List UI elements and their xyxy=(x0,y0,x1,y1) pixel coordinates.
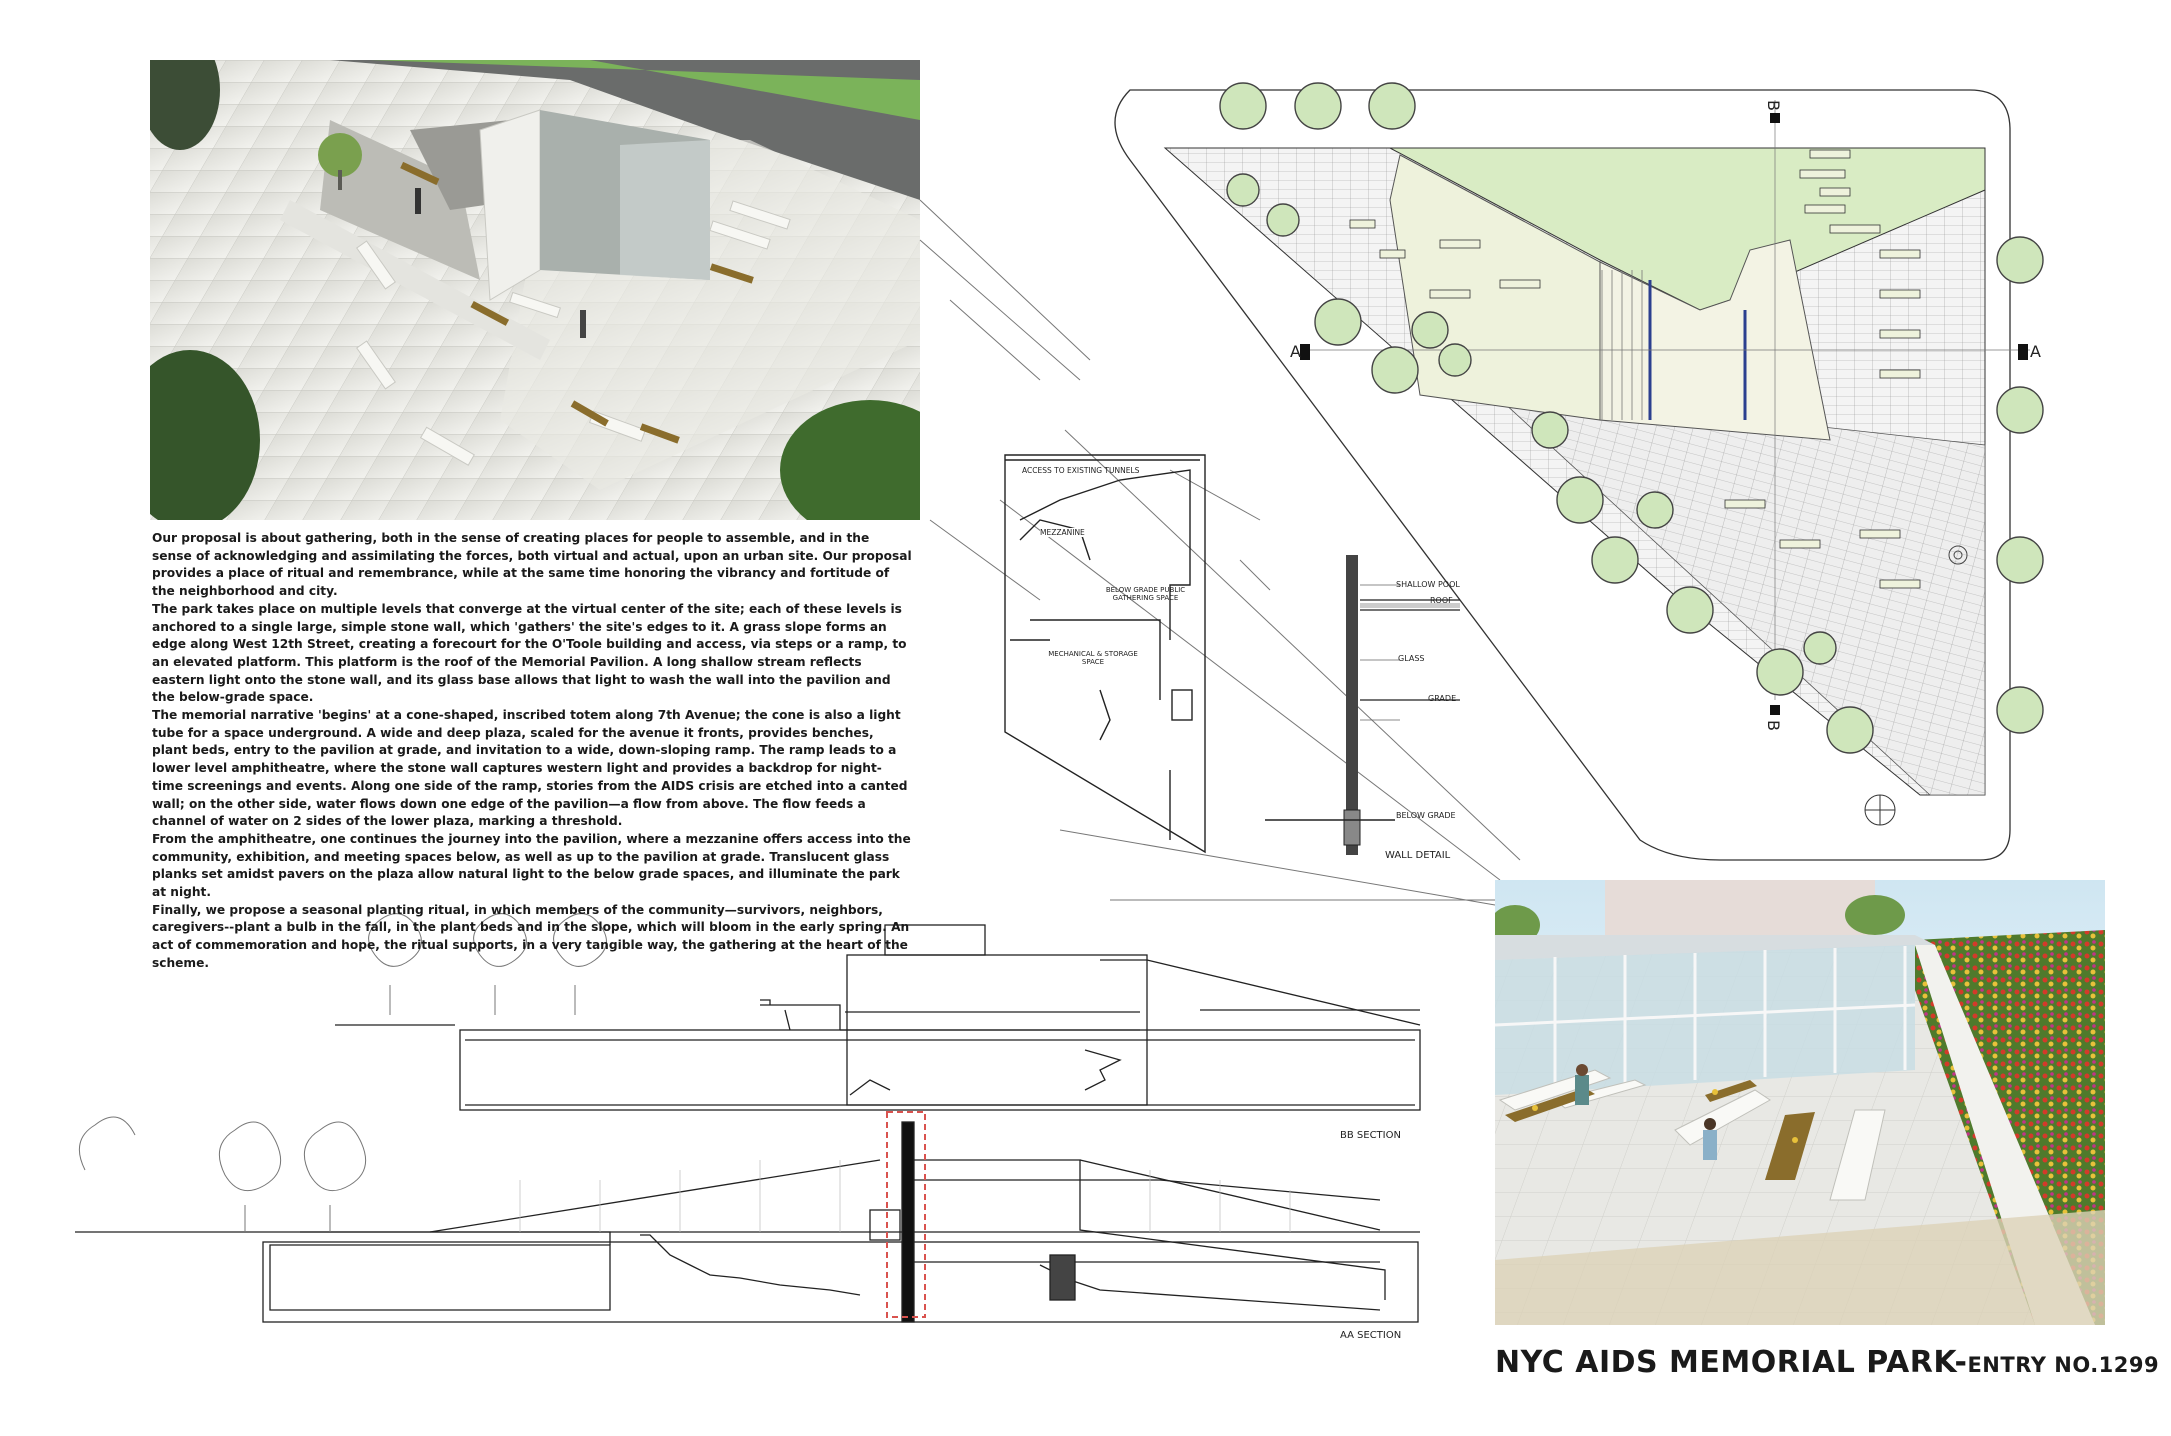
section-marker-a-left: A xyxy=(1290,342,1301,361)
label-glass: GLASS xyxy=(1398,654,1425,663)
title-main: NYC AIDS MEMORIAL PARK- xyxy=(1495,1345,1968,1380)
description-paragraph-4: From the amphitheatre, one continues the journey into the pavilion, where a mezzanine offers access into the community, exhibition, and meeting spaces below, as well as up to the pavilion at grade. Translucent glass planks set amidst pavers on the plaza allow natural light to the below grade spaces, and illuminate the park at night. xyxy=(152,831,911,900)
site-plan xyxy=(1115,90,2030,860)
plaza-rendering-bottom xyxy=(1495,880,2105,1325)
label-mezzanine: MEZZANINE xyxy=(1040,528,1085,537)
aa-section-drawing xyxy=(75,1122,1420,1322)
project-description xyxy=(152,530,912,973)
label-access-tunnels: ACCESS TO EXISTING TUNNELS xyxy=(1022,466,1140,475)
aa-section-title: AA SECTION xyxy=(1340,1330,1402,1341)
title-entry-number: ENTRY NO.1299 xyxy=(1967,1353,2160,1377)
bb-section-title: BB SECTION xyxy=(1340,1130,1401,1141)
description-paragraph-5: Finally, we propose a seasonal planting ritual, in which members of the community—survivors, neighbors, caregivers--plant a bulb in the fall, in the plant beds and in the slope, which will bloom in the early spring. An act of commemoration and hope, the ritual supports, in a very tangible way, the gathering at the heart of the scheme. xyxy=(152,902,910,970)
section-marker-b-top: B xyxy=(1763,100,1783,111)
label-roof: ROOF xyxy=(1430,596,1453,605)
label-grade: GRADE xyxy=(1428,694,1457,703)
board-title xyxy=(1495,1345,2159,1380)
description-paragraph-2: The park takes place on multiple levels that converge at the virtual center of the site; each of these levels is anchored to a single large, simple stone wall, which 'gathers' the site's edges to it. A grass slope forms an edge along West 12th Street, creating a forecourt for the O'Toole building and access, via steps or a ramp, to an elevated platform. This platform is the roof of the Memorial Pavilion. A long shallow stream reflects eastern light onto the stone wall, and its glass base allows that light to wash the wall into the pavilion and the below-grade space. xyxy=(152,601,907,705)
label-below-grade: BELOW GRADE xyxy=(1396,811,1456,820)
label-below-grade-space: BELOW GRADE PUBLIC GATHERING SPACE xyxy=(1105,586,1186,602)
wall-detail-title: WALL DETAIL xyxy=(1385,850,1451,861)
description-paragraph-1: Our proposal is about gathering, both in the sense of creating places for people to assemble, and in the sense of acknowledging and assimilating the forces, both virtual and actual, upon an urban site. Our proposal provides a place of ritual and remembrance, while at the same time honoring the vibrancy and fortitude of the neighborhood and city. xyxy=(152,531,912,599)
label-mechanical-storage: MECHANICAL & STORAGE SPACE xyxy=(1048,650,1138,666)
description-paragraph-3: The memorial narrative 'begins' at a cone-shaped, inscribed totem along 7th Avenue; the cone is also a light tube for a space underground. A wide and deep plaza, scaled for the avenue it fronts, provides benches, plant beds, entry to the pavilion at grade, and invitation to a wide, down-sloping ramp. The ramp leads to a lower level amphitheatre, where the stone wall captures western light and provides a backdrop for night-time screenings and events. Along one side of the ramp, stories from the AIDS crisis are etched into a canted wall; on the other side, water flows down one edge of the pavilion—a flow from above. The flow feeds a channel of water on 2 sides of the lower plaza, marking a threshold. xyxy=(152,708,908,829)
label-shallow-pool: SHALLOW POOL xyxy=(1396,580,1460,589)
section-marker-b-bottom: B xyxy=(1763,720,1783,731)
section-marker-a-right: A xyxy=(2030,342,2041,361)
